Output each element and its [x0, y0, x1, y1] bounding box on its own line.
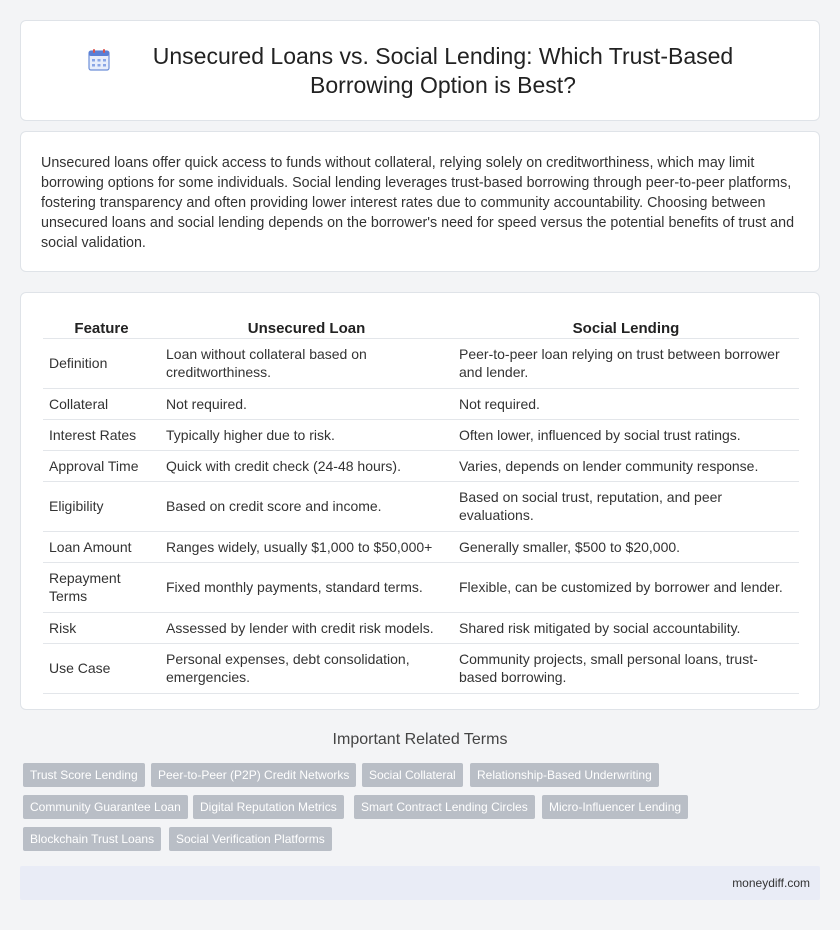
social-cell: Varies, depends on lender community response.: [453, 450, 799, 481]
related-term-tag[interactable]: Digital Reputation Metrics: [193, 795, 344, 819]
intro-paragraph: Unsecured loans offer quick access to funds without collateral, relying solely on creditworthiness, which may limit borrowing options for some individuals. Social lending leverages trust-based borrowing through peer-to-peer platforms, fostering transparency and often providing lower interest rates due to community accountability. Choosing between unsecured loans and social lending depends on the borrower's need for speed versus the potential benefits of trust and social validation.: [41, 155, 795, 251]
table-row: [43, 338, 799, 388]
table-header-row: [43, 316, 799, 338]
footer-site[interactable]: moneydiff.com: [732, 876, 810, 890]
feature-cell: Approval Time: [43, 450, 160, 481]
unsecured-cell: Personal expenses, debt consolidation, emergencies.: [160, 643, 453, 693]
header-social-lending: Social Lending: [453, 316, 799, 338]
social-cell: Community projects, small personal loans, trust-based borrowing.: [453, 643, 799, 693]
table-row: [43, 419, 799, 450]
comparison-table: [43, 316, 799, 694]
feature-cell: Repayment Terms: [43, 562, 160, 612]
feature-cell: Eligibility: [43, 481, 160, 531]
feature-cell: Definition: [43, 338, 160, 388]
header-unsecured-loan: Unsecured Loan: [160, 316, 453, 338]
feature-cell: Collateral: [43, 388, 160, 419]
unsecured-cell: Ranges widely, usually $1,000 to $50,000+: [160, 531, 453, 562]
related-term-tag[interactable]: Social Collateral: [362, 763, 463, 787]
related-term-tag[interactable]: Smart Contract Lending Circles: [354, 795, 535, 819]
comparison-table-card: [20, 292, 820, 710]
related-term-tag[interactable]: Micro-Influencer Lending: [542, 795, 688, 819]
social-cell: Peer-to-peer loan relying on trust between borrower and lender.: [453, 338, 799, 388]
calendar-icon: [87, 48, 111, 72]
social-cell: Shared risk mitigated by social accountability.: [453, 612, 799, 643]
related-term-tag[interactable]: Social Verification Platforms: [169, 827, 332, 851]
table-row: [43, 612, 799, 643]
title-card: [20, 20, 820, 121]
feature-cell: Risk: [43, 612, 160, 643]
table-row: [43, 481, 799, 531]
related-terms-heading: Important Related Terms: [332, 731, 508, 748]
related-term-tag[interactable]: Peer-to-Peer (P2P) Credit Networks: [151, 763, 356, 787]
social-cell: Not required.: [453, 388, 799, 419]
intro-card: [20, 131, 820, 272]
unsecured-cell: Typically higher due to risk.: [160, 419, 453, 450]
feature-cell: Interest Rates: [43, 419, 160, 450]
page-title: Unsecured Loans vs. Social Lending: Which Trust-Based Borrowing Option is Best?: [152, 42, 734, 98]
unsecured-cell: Assessed by lender with credit risk models.: [160, 612, 453, 643]
social-cell: Flexible, can be customized by borrower and lender.: [453, 562, 799, 612]
header-feature: Feature: [43, 316, 160, 338]
footer: [20, 866, 820, 900]
feature-cell: Loan Amount: [43, 531, 160, 562]
social-cell: Often lower, influenced by social trust ratings.: [453, 419, 799, 450]
table-row: [43, 450, 799, 481]
unsecured-cell: Quick with credit check (24-48 hours).: [160, 450, 453, 481]
feature-cell: Use Case: [43, 643, 160, 693]
related-term-tag[interactable]: Blockchain Trust Loans: [23, 827, 161, 851]
related-term-tag[interactable]: Relationship-Based Underwriting: [470, 763, 659, 787]
unsecured-cell: Not required.: [160, 388, 453, 419]
related-term-tag[interactable]: Trust Score Lending: [23, 763, 145, 787]
unsecured-cell: Fixed monthly payments, standard terms.: [160, 562, 453, 612]
social-cell: Generally smaller, $500 to $20,000.: [453, 531, 799, 562]
table-row: [43, 562, 799, 612]
table-row: [43, 388, 799, 419]
unsecured-cell: Based on credit score and income.: [160, 481, 453, 531]
related-term-tag[interactable]: Community Guarantee Loan: [23, 795, 188, 819]
social-cell: Based on social trust, reputation, and peer evaluations.: [453, 481, 799, 531]
table-row: [43, 531, 799, 562]
unsecured-cell: Loan without collateral based on creditworthiness.: [160, 338, 453, 388]
table-row: [43, 643, 799, 693]
